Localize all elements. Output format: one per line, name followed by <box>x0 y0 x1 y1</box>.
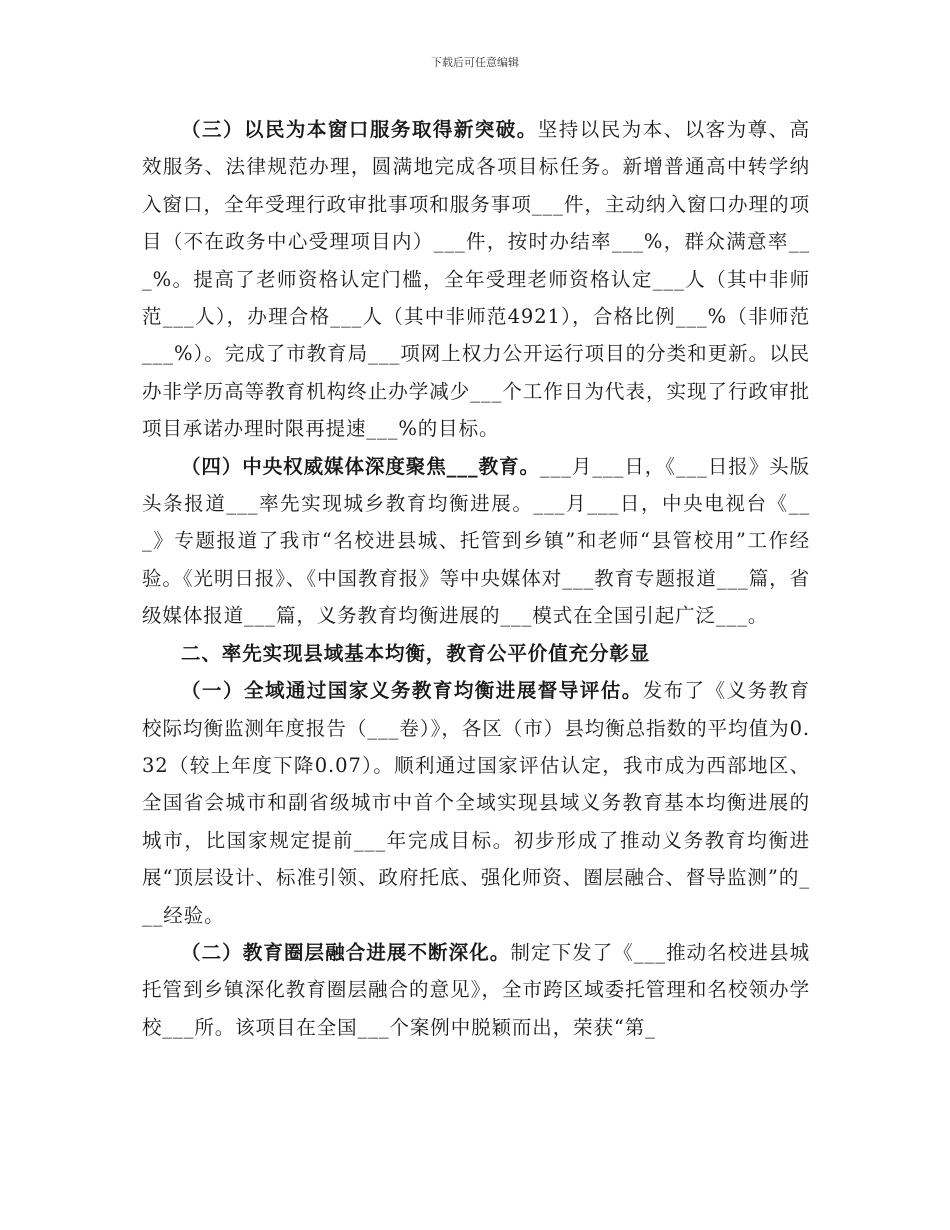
paragraph-text: 制定下发了《___推动名校进县城托管到乡镇深化教育圈层融合的意见》，全市跨区域委托管理和名校领办学校___所。该项目在全国___个案例中脱颖而出，荣获“第_ <box>142 940 810 1039</box>
paragraph-balanced-evaluation <box>142 672 810 934</box>
paragraph-heading: （四）中央权威媒体深度聚焦___教育。 <box>181 454 540 478</box>
paragraph-text: ___月___日，《___日报》头版头条报道___率先实现城乡教育均衡进展。___月___日，中央电视台《___》专题报道了我市“名校进县城、托管到乡镇”和老师“县管校用”工作经验。《光明日报》、《中国教育报》等中央媒体对___教育专题报道___篇，省级媒体报道___篇，义务教育均衡进展的___模式在全国引起广泛___。 <box>142 454 810 628</box>
paragraph-circle-integration <box>142 934 810 1046</box>
paragraph-text: 坚持以民为本、以客为尊、高效服务、法律规范办理，圆满地完成各项目标任务。新增普通高中转学纳入窗口，全年受理行政审批事项和服务事项___件，主动纳入窗口办理的项目（不在政务中心受理项目内）___件，按时办结率___%，群众满意率___%。提高了老师资格认定门槛，全年受理老师资格认定___人（其中非师范___人），办理合格___人（其中非师范4921），合格比例___%（非师范___%）。完成了市教育局___项网上权力公开运行项目的分类和更新。以民办非学历高等教育机构终止办学减少___个工作日为代表，实现了行政审批项目承诺办理时限再提速___%的目标。 <box>142 118 810 441</box>
document-body <box>142 111 810 1046</box>
paragraph-text: 发布了《义务教育校际均衡监测年度报告（___卷）》，各区（市）县均衡总指数的平均值为0.32（较上年度下降0.07）。顺利通过国家评估认定，我市成为西部地区、全国省会城市和副省级城市中首个全域实现县域义务教育基本均衡进展的城市，比国家规定提前___年完成目标。初步形成了推动义务教育均衡进展“顶层设计、标准引领、政府托底、强化师资、圈层融合、督导监测”的___经验。 <box>142 679 810 927</box>
paragraph-heading: （二）教育圈层融合进展不断深化。 <box>181 940 511 964</box>
paragraph-media-focus <box>142 448 810 635</box>
paragraph-heading: （三）以民为本窗口服务取得新突破。 <box>181 118 538 141</box>
paragraph-heading: （一）全域通过国家义务教育均衡进展督导评估。 <box>181 679 643 703</box>
page-header-note: 下载后可任意编辑 <box>431 56 519 69</box>
section-title: 二、率先实现县域基本均衡，教育公平价值充分彰显 <box>181 641 651 665</box>
paragraph-window-service <box>142 111 810 448</box>
